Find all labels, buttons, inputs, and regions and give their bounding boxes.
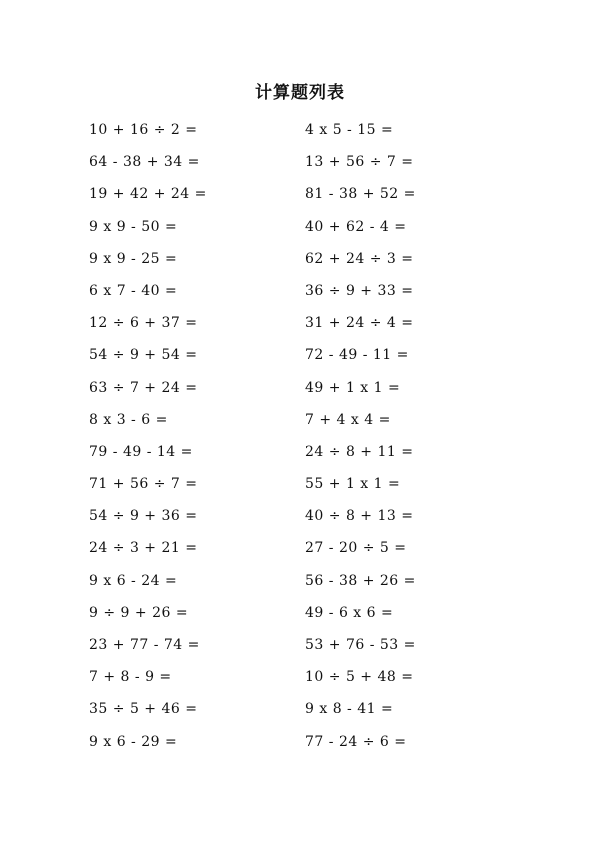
problem-item: 10 + 16 ÷ 2 =	[89, 122, 198, 138]
problem-item: 6 x 7 - 40 =	[89, 282, 178, 299]
problem-item: 40 ÷ 8 + 13 =	[305, 508, 414, 525]
problem-item: 49 - 6 x 6 =	[305, 604, 394, 621]
problem-item: 54 ÷ 9 + 54 =	[89, 347, 198, 364]
left-problem-column	[89, 120, 329, 764]
problem-item: 8 x 3 - 6 =	[89, 411, 168, 428]
problem-item: 9 x 6 - 29 =	[89, 733, 178, 750]
problem-item: 55 + 1 x 1 =	[305, 476, 401, 493]
problem-item: 23 + 77 - 74 =	[89, 637, 200, 653]
page-title: 计算题列表	[255, 83, 345, 103]
problem-item: 56 - 38 + 26 =	[305, 572, 416, 589]
problem-item: 64 - 38 + 34 =	[89, 154, 200, 171]
problem-item: 72 - 49 - 11 =	[305, 347, 409, 364]
problem-item: 81 - 38 + 52 =	[305, 186, 416, 203]
problem-item: 13 + 56 ÷ 7 =	[305, 154, 414, 171]
problem-item: 54 ÷ 9 + 36 =	[89, 508, 198, 525]
right-problem-column	[305, 120, 545, 764]
problem-item: 9 x 6 - 24 =	[89, 572, 178, 589]
problem-item: 62 + 24 ÷ 3 =	[305, 250, 414, 267]
problem-item: 4 x 5 - 15 =	[305, 122, 394, 138]
problem-item: 12 ÷ 6 + 37 =	[89, 315, 198, 332]
problem-item: 9 x 8 - 41 =	[305, 701, 394, 718]
problem-item: 7 + 8 - 9 =	[89, 669, 172, 686]
problem-item: 9 x 9 - 50 =	[89, 218, 178, 235]
problem-item: 10 ÷ 5 + 48 =	[305, 669, 414, 686]
problem-item: 24 ÷ 3 + 21 =	[89, 540, 198, 557]
problem-item: 24 ÷ 8 + 11 =	[305, 443, 414, 460]
problem-item: 49 + 1 x 1 =	[305, 379, 401, 396]
problem-item: 63 ÷ 7 + 24 =	[89, 379, 198, 396]
problem-item: 7 + 4 x 4 =	[305, 411, 391, 428]
problem-item: 77 - 24 ÷ 6 =	[305, 733, 407, 750]
problem-item: 31 + 24 ÷ 4 =	[305, 315, 414, 332]
problem-item: 40 + 62 - 4 =	[305, 218, 407, 235]
problem-item: 9 x 9 - 25 =	[89, 250, 178, 267]
problem-item: 36 ÷ 9 + 33 =	[305, 282, 414, 299]
problem-item: 19 + 42 + 24 =	[89, 186, 207, 203]
problem-item: 9 ÷ 9 + 26 =	[89, 604, 189, 621]
problem-item: 71 + 56 ÷ 7 =	[89, 476, 198, 493]
problem-item: 53 + 76 - 53 =	[305, 637, 416, 653]
problem-item: 27 - 20 ÷ 5 =	[305, 540, 407, 557]
problem-item: 79 - 49 - 14 =	[89, 443, 193, 460]
problem-item: 35 ÷ 5 + 46 =	[89, 701, 198, 718]
